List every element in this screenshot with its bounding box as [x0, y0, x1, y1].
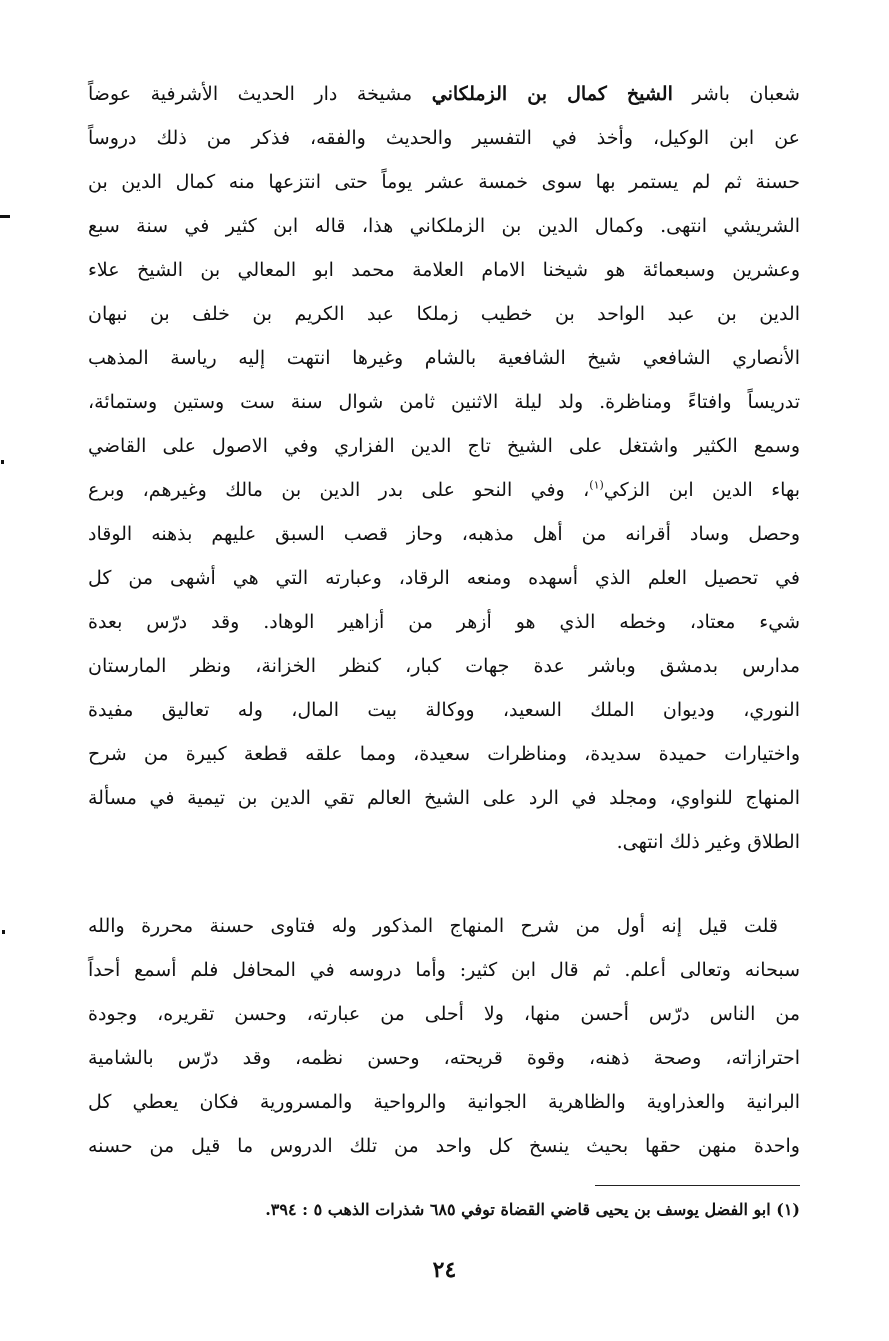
paragraph-1	[88, 72, 800, 872]
text-line: الدين بن عبد الواحد بن خطيب زملكا عبد الكريم بن خلف بن نبهان	[88, 303, 800, 325]
text-line: واحدة منهن حقها بحيث ينسخ كل واحد من تلك الدروس ما قيل من حسنه	[88, 1135, 800, 1157]
text-line: واختيارات حميدة سديدة، ومناظرات سعيدة، ومما علقه قطعة كبيرة من شرح	[88, 743, 800, 765]
text-line: سبحانه وتعالى أعلم. ثم قال ابن كثير: وأما دروسه في المحافل فلم أسمع أحداً	[88, 959, 800, 981]
text-line: البرانية والعذراوية والظاهرية الجوانية والرواحية والمسرورية فكان يعطي كل	[88, 1091, 800, 1113]
text-line: احترازاته، وصحة ذهنه، وقوة قريحته، وحسن نظمه، وقد درّس بالشامية	[88, 1047, 800, 1069]
text-line: في تحصيل العلم الذي أسهده ومنعه الرقاد، وعبارته التي هي أشهى من كل	[88, 567, 800, 589]
text-line: من الناس درّس أحسن منها، ولا أحلى من عبارته، وحسن تقريره، وجودة	[88, 1003, 800, 1025]
text-line: وحصل وساد أقرانه من أهل مذهبه، وحاز قصب السبق عليهم بذهنه الوقاد	[88, 523, 800, 545]
text-line: شعبان باشر الشيخ كمال بن الزملكاني مشيخة دار الحديث الأشرفية عوضاً	[88, 83, 800, 105]
page-number: ٢٤	[432, 1257, 457, 1283]
text-line: وسمع الكثير واشتغل على الشيخ تاج الدين الفزاري وفي الاصول على القاضي	[88, 435, 800, 457]
text-line: حسنة ثم لم يستمر بها سوى خمسة عشر يوماً حتى انتزعها منه كمال الدين بن	[88, 171, 800, 193]
text-line: بهاء الدين ابن الزكي$^{(١)}$، وفي النحو على بدر الدين بن مالك وغيرهم، وبرع	[88, 478, 800, 501]
text-line: الطلاق وغير ذلك انتهى.	[616, 831, 800, 853]
margin-mark	[1, 460, 4, 464]
highlighted-name: الشيخ كمال بن الزملكاني	[431, 83, 673, 105]
footnote: (١) ابو الفضل يوسف بن يحيى قاضي القضاة توفي ٦٨٥ شذرات الذهب ٥ : ٣٩٤.	[265, 1200, 800, 1219]
footnote-reference[interactable]: (١)	[589, 478, 604, 492]
text-line: عن ابن الوكيل، وأخذ في التفسير والحديث والفقه، فذكر من ذلك دروساً	[88, 127, 800, 149]
paragraph-2	[88, 904, 800, 1174]
text-line: الشريشي انتهى. وكمال الدين بن الزملكاني هذا، قاله ابن كثير في سنة سبع	[88, 215, 800, 237]
footnote-divider	[595, 1185, 800, 1186]
text-line: شيء معتاد، وخطه الذي هو أزهر من أزاهير الوهاد. وقد درّس بعدة	[88, 611, 800, 633]
text-line: المنهاج للنواوي، ومجلد في الرد على الشيخ العالم تقي الدين بن تيمية في مسألة	[88, 787, 800, 809]
text-line: النوري، وديوان الملك السعيد، ووكالة بيت المال، وله تعاليق مفيدة	[88, 699, 800, 721]
text-line: وعشرين وسبعمائة هو شيخنا الامام العلامة محمد ابو المعالي بن الشيخ علاء	[88, 259, 800, 281]
text-line: قلت قيل إنه أول من شرح المنهاج المذكور وله فتاوى حسنة محررة والله	[88, 915, 778, 937]
margin-mark	[2, 930, 5, 934]
margin-mark	[0, 215, 10, 218]
text-line: تدريساً وافتاءً ومناظرة. ولد ليلة الاثنين ثامن شوال سنة ست وستين وستمائة،	[88, 391, 800, 413]
text-line: مدارس بدمشق وباشر عدة جهات كبار، كنظر الخزانة، ونظر المارستان	[88, 655, 800, 677]
text-line: الأنصاري الشافعي شيخ الشافعية بالشام وغيرها انتهت إليه رياسة المذهب	[88, 347, 800, 369]
